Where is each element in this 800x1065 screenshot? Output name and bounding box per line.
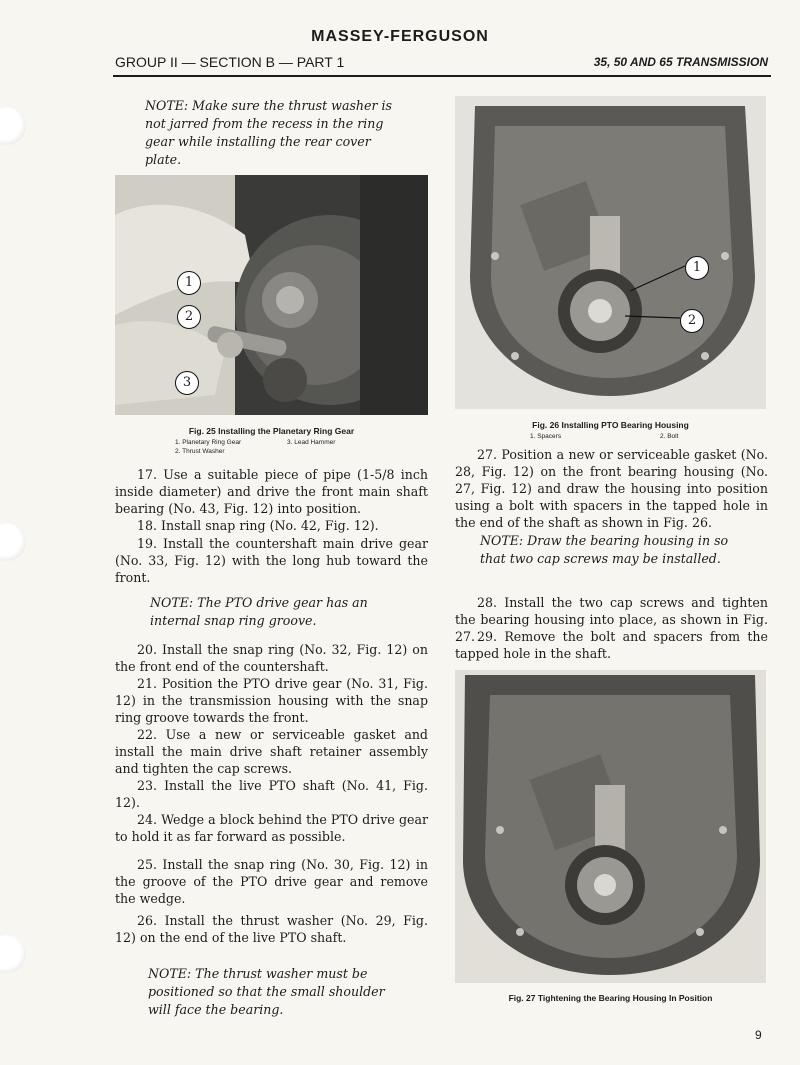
fig26-legend (530, 432, 730, 441)
note-pto-groove: NOTE: The PTO drive gear has an internal snap ring groove. (150, 595, 368, 628)
fig25-legend (175, 438, 415, 456)
step-17: 17. Use a suitable piece of pipe (1-5/8 inch inside diameter) and drive the front main shaft bearing (No. 43, Fig. 12) into position. (115, 467, 428, 516)
fig25-callout-1: 1 (177, 271, 201, 295)
fig25-photo (115, 175, 428, 415)
fig26-callout-1: 1 (685, 256, 709, 280)
page-number: 9 (755, 1028, 762, 1042)
step-21: 21. Position the PTO drive gear (No. 31, Fig. 12) in the transmission housing with the snap ring groove towards the front. (115, 676, 428, 725)
fig26-caption: Fig. 26 Installing PTO Bearing Housing (532, 420, 689, 430)
step-23: 23. Install the live PTO shaft (No. 41, Fig. 12). (115, 778, 428, 810)
punch-hole (0, 935, 26, 973)
punch-hole (0, 523, 26, 561)
header-rule (113, 75, 771, 77)
fig27-caption: Fig. 27 Tightening the Bearing Housing In Position (508, 993, 713, 1003)
note-thrust-washer: NOTE: Make sure the thrust washer is not jarred from the recess in the ring gear while installing the rear cover plate. (145, 98, 393, 167)
fig25-item-2: 2. Thrust Washer (175, 448, 225, 455)
step-20: 20. Install the snap ring (No. 32, Fig. 12) on the front end of the countershaft. (115, 642, 428, 674)
fig25-callout-3: 3 (175, 371, 199, 395)
fig27-illustration (455, 670, 766, 983)
step-27: 27. Position a new or serviceable gasket (No. 28, Fig. 12) on the front bearing housing (No. 27, Fig. 12) and draw the housing into position using a bolt with spacers in the tapped hole in the end of the shaft as shown in Fig. 26. (455, 447, 768, 530)
fig26-callout-2: 2 (680, 309, 704, 333)
step-24: 24. Wedge a block behind the PTO drive gear to hold it as far forward as possible. (115, 812, 428, 844)
fig25-item-3: 3. Lead Hammer (287, 439, 336, 446)
note-thrust-shoulder: NOTE: The thrust washer must be positioned so that the small shoulder will face the bearing. (148, 966, 385, 1017)
fig26-illustration (455, 96, 766, 409)
section-label: GROUP II — SECTION B — PART 1 (115, 54, 345, 70)
punch-hole (0, 107, 26, 145)
step-18: 18. Install snap ring (No. 42, Fig. 12). (137, 518, 379, 533)
step-19: 19. Install the countershaft main drive gear (No. 33, Fig. 12) with the long hub toward the front. (115, 536, 428, 585)
step-29: 29. Remove the bolt and spacers from the tapped hole in the shaft. (455, 629, 768, 661)
step-28: 28. Install the two cap screws and tighten the bearing housing into place, as shown in Fig. 27. (455, 595, 768, 644)
fig25-illustration (115, 175, 428, 415)
fig25-item-1: 1. Planetary Ring Gear (175, 439, 242, 446)
fig26-photo (455, 96, 766, 409)
brand-title: MASSEY-FERGUSON (311, 28, 489, 45)
fig26-item-1: 1. Spacers (530, 433, 562, 440)
fig25-callout-2: 2 (177, 305, 201, 329)
step-22: 22. Use a new or serviceable gasket and install the main drive shaft retainer assembly and tighten the cap screws. (115, 727, 428, 776)
fig25-caption: Fig. 25 Installing the Planetary Ring Gear (188, 426, 355, 436)
fig27-photo (455, 670, 766, 983)
step-25: 25. Install the snap ring (No. 30, Fig. 12) in the groove of the PTO drive gear and remove the wedge. (115, 857, 428, 906)
step-26: 26. Install the thrust washer (No. 29, Fig. 12) on the end of the live PTO shaft. (115, 913, 428, 945)
fig26-item-2: 2. Bolt (660, 433, 679, 440)
note-bearing-housing: NOTE: Draw the bearing housing in so that two cap screws may be installed. (480, 533, 729, 566)
model-label: 35, 50 AND 65 TRANSMISSION (593, 55, 768, 69)
